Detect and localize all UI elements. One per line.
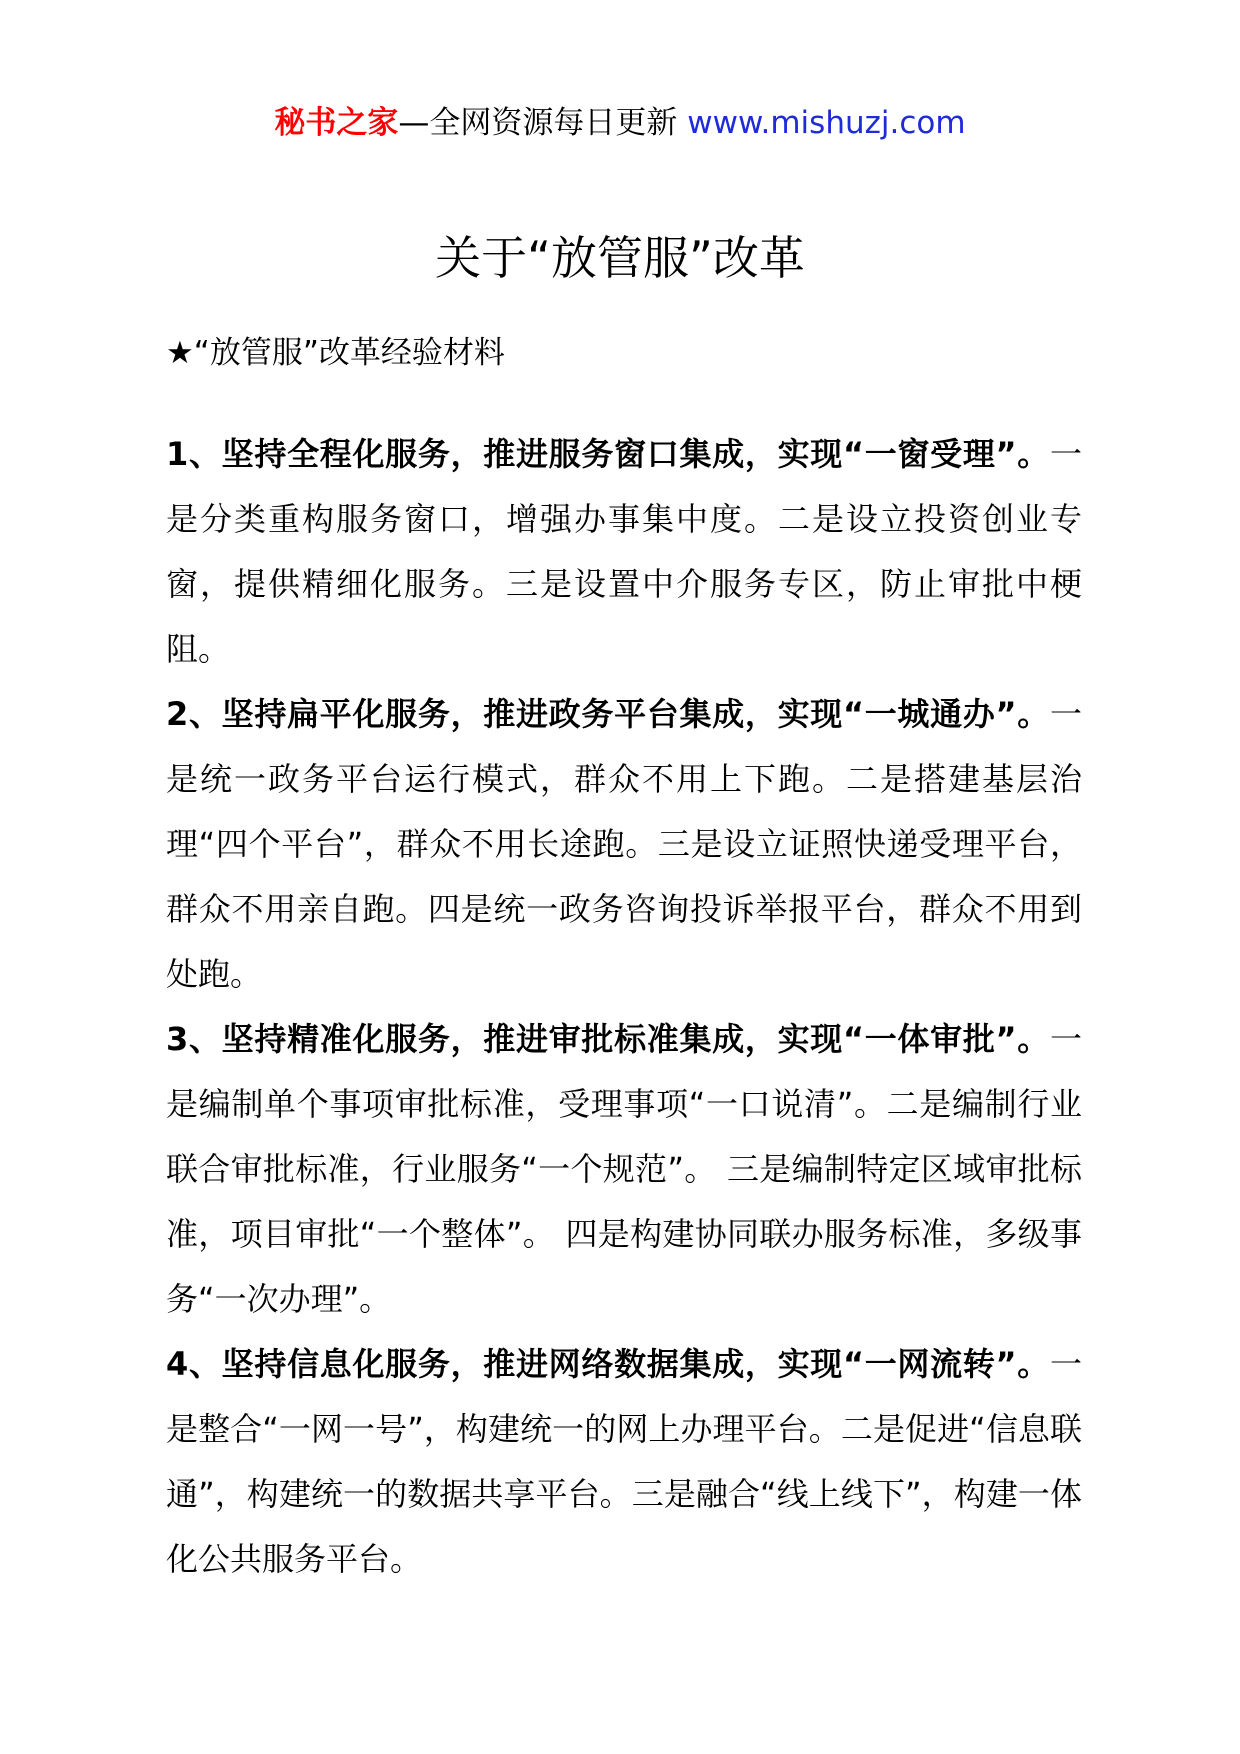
- paragraph-4-text: 一是整合“一网一号”，构建统一的网上办理平台。二是促进“信息联通”，构建统一的数据共享平台。三是融合“线上线下”，构建一体化公共服务平台。: [166, 1345, 1082, 1578]
- paragraph-4-lead: 4、坚持信息化服务，推进网络数据集成，实现“一网流转”。: [166, 1345, 1050, 1383]
- brand-name: 秘书之家: [274, 105, 399, 141]
- paragraph-4: [166, 1332, 1082, 1592]
- paragraph-3: [166, 1007, 1082, 1332]
- paragraph-2-lead: 2、坚持扁平化服务，推进政务平台集成，实现“一城通办”。: [166, 695, 1050, 733]
- document-body: [166, 422, 1082, 1592]
- paragraph-2-text: 一是统一政务平台运行模式，群众不用上下跑。二是搭建基层治理“四个平台”，群众不用长途跑。三是设立证照快递受理平台，群众不用亲自跑。四是统一政务咨询投诉举报平台，群众不用到处跑。: [166, 695, 1082, 993]
- paragraph-1-text: 一是分类重构服务窗口，增强办事集中度。二是设立投资创业专窗，提供精细化服务。三是设置中介服务专区，防止审批中梗阻。: [166, 435, 1082, 668]
- document-title: 关于“放管服”改革: [435, 231, 805, 285]
- site-header: [0, 100, 1240, 146]
- site-url[interactable]: www.mishuzj.com: [687, 105, 966, 141]
- paragraph-3-text: 一是编制单个事项审批标准，受理事项“一口说清”。二是编制行业联合审批标准，行业服务“一个规范”。 三是编制特定区域审批标准，项目审批“一个整体”。 四是构建协同联办服务标准，多级事务“一次办理”。: [166, 1020, 1082, 1318]
- document-subtitle: ★“放管服”改革经验材料: [166, 335, 505, 371]
- paragraph-2: [166, 682, 1082, 1007]
- paragraph-1: [166, 422, 1082, 682]
- header-tagline: —全网资源每日更新: [398, 105, 678, 141]
- paragraph-1-lead: 1、坚持全程化服务，推进服务窗口集成，实现“一窗受理”。: [166, 435, 1050, 473]
- paragraph-3-lead: 3、坚持精准化服务，推进审批标准集成，实现“一体审批”。: [166, 1020, 1050, 1058]
